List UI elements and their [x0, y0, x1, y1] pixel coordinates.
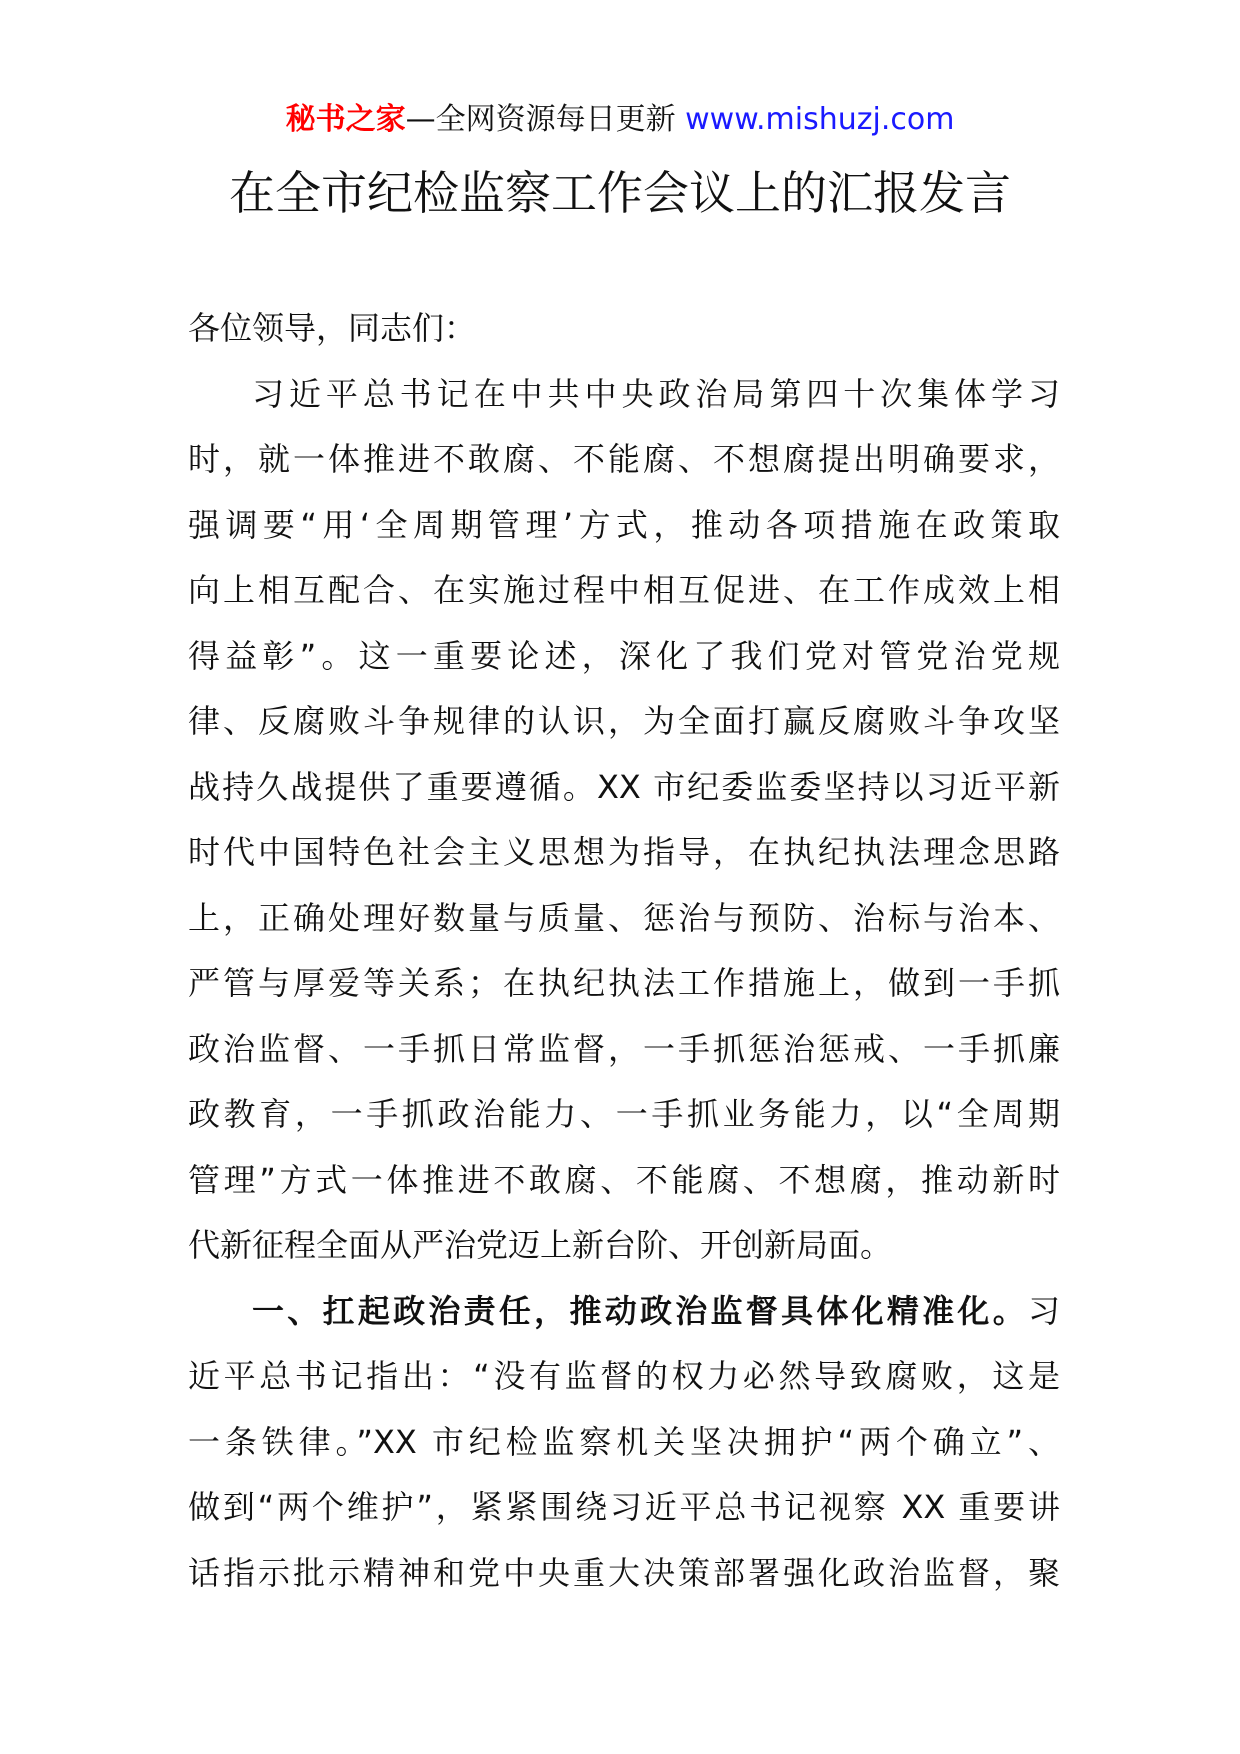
- paragraph-line: 政教育，一手抓政治能力、一手抓业务能力，以“全周期: [188, 1095, 1060, 1133]
- paragraph-line: 近平总书记指出：“没有监督的权力必然导致腐败，这是: [188, 1357, 1060, 1395]
- paragraph-line: 律、反腐败斗争规律的认识，为全面打赢反腐败斗争攻坚: [188, 702, 1060, 740]
- paragraph-line: 时，就一体推进不敢腐、不能腐、不想腐提出明确要求，: [188, 440, 1060, 478]
- paragraph-line: 政治监督、一手抓日常监督，一手抓惩治惩戒、一手抓廉: [188, 1029, 1060, 1068]
- document-title: 在全市纪检监察工作会议上的汇报发言: [229, 166, 1011, 220]
- header-tagline: —全网资源每日更新: [405, 102, 686, 137]
- paragraph-2: [188, 1279, 1060, 1607]
- paragraph-line: 上，正确处理好数量与质量、惩治与预防、治标与治本、: [188, 898, 1060, 937]
- paragraph-line: 得益彰”。这一重要论述，深化了我们党对管党治党规: [188, 636, 1060, 675]
- document-body: [188, 296, 1060, 1606]
- paragraph-line: 做到“两个维护”，紧紧围绕习近平总书记视察 XX 重要讲: [188, 1488, 1060, 1526]
- paragraph-1: [188, 362, 1060, 1279]
- paragraph-line: 一条铁律。”XX 市纪检监察机关坚决拥护“两个确立”、: [188, 1422, 1060, 1461]
- paragraph-line: [188, 1279, 1060, 1345]
- heading-tail: 习: [1027, 1291, 1060, 1330]
- section-heading: 一、扛起政治责任，推动政治监督具体化精准化。: [252, 1291, 1028, 1330]
- site-header: [0, 100, 1240, 140]
- paragraph-line: 管理”方式一体推进不敢腐、不能腐、不想腐，推动新时: [188, 1160, 1060, 1199]
- paragraph-line: 时代中国特色社会主义思想为指导，在执纪执法理念思路: [188, 833, 1060, 871]
- paragraph-line: 强调要“用‘全周期管理’方式，推动各项措施在政策取: [188, 505, 1060, 544]
- paragraph-line: 战持久战提供了重要遵循。XX 市纪委监委坚持以习近平新: [188, 767, 1060, 806]
- paragraph-line: 严管与厚爱等关系；在执纪执法工作措施上，做到一手抓: [188, 964, 1060, 1002]
- paragraph-line: 话指示批示精神和党中央重大决策部署强化政治监督，聚: [188, 1553, 1060, 1592]
- paragraph-line: 向上相互配合、在实施过程中相互促进、在工作成效上相: [188, 571, 1060, 609]
- paragraph-line: 代新征程全面从严治党迈上新台阶、开创新局面。: [188, 1226, 893, 1264]
- paragraph-line: 习近平总书记在中共中央政治局第四十次集体学习: [252, 374, 1060, 413]
- site-url-link[interactable]: www.mishuzj.com: [685, 102, 955, 137]
- salutation: 各位领导，同志们：: [188, 309, 477, 347]
- brand-name: 秘书之家: [285, 102, 406, 137]
